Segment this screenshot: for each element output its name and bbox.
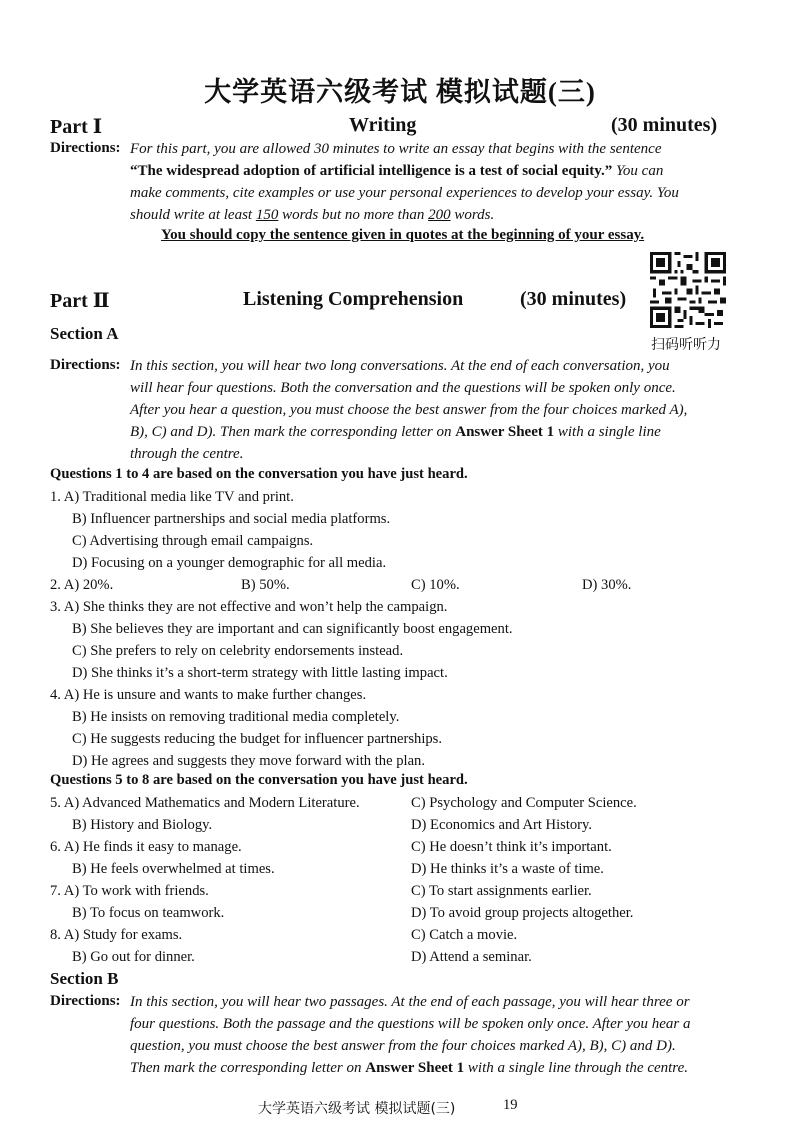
- q2-option-c: C) 10%.: [411, 577, 460, 593]
- page-title: 大学英语六级考试 模拟试题(三): [204, 77, 596, 107]
- sectionB-directions-line1: In this section, you will hear two passages. At the end of each passage, you will hear three or: [130, 994, 690, 1010]
- sectionB-directions-line4: Then mark the corresponding letter on Answer Sheet 1 with a single line through the centre.: [130, 1060, 688, 1076]
- q3-option-d: D) She thinks it’s a short-term strategy with little lasting impact.: [72, 665, 448, 681]
- q2-option-b: B) 50%.: [241, 577, 290, 593]
- sectionA-directions-label: Directions:: [50, 357, 121, 373]
- q1-option-d: D) Focusing on a younger demographic for all media.: [72, 555, 387, 571]
- part1-directions-line3: make comments, cite examples or use your personal experiences to develop your essay. You: [130, 185, 679, 201]
- sectionA-directions-line2: will hear four questions. Both the conversation and the questions will be spoken only once.: [130, 380, 676, 396]
- question-group-1-heading: Questions 1 to 4 are based on the conversation you have just heard.: [50, 466, 468, 482]
- q6-option-b: B) He feels overwhelmed at times.: [72, 861, 275, 877]
- q2-option-d: D) 30%.: [582, 577, 632, 593]
- sectionA-directions-line1: In this section, you will hear two long conversations. At the end of each conversation, you: [130, 358, 670, 374]
- answer-sheet-ref: Answer Sheet 1: [455, 424, 555, 440]
- part1-directions-label: Directions:: [50, 140, 121, 156]
- q5-option-d: D) Economics and Art History.: [411, 817, 593, 833]
- part1-heading: Writing: [349, 114, 417, 136]
- q4-option-b: B) He insists on removing traditional media completely.: [72, 709, 400, 725]
- q5-option-c: C) Psychology and Computer Science.: [411, 795, 637, 811]
- q6-option-c: C) He doesn’t think it’s important.: [411, 839, 612, 855]
- q3-option-c: C) She prefers to rely on celebrity endorsements instead.: [72, 643, 404, 659]
- q5-option-a: 5. A) Advanced Mathematics and Modern Literature.: [50, 795, 360, 811]
- q1-option-a: 1. A) Traditional media like TV and print.: [50, 489, 294, 505]
- q8-option-c: C) Catch a movie.: [411, 927, 518, 943]
- q6-option-a: 6. A) He finds it easy to manage.: [50, 839, 242, 855]
- part2-time: (30 minutes): [520, 288, 627, 310]
- q1-option-c: C) Advertising through email campaigns.: [72, 533, 314, 549]
- max-words: 200: [428, 207, 451, 223]
- q8-option-d: D) Attend a seminar.: [411, 949, 532, 965]
- q7-option-b: B) To focus on teamwork.: [72, 905, 225, 921]
- sectionB-directions-line3: question, you must choose the best answer from the four choices marked A), B), C) and D).: [130, 1038, 676, 1054]
- question-group-2-heading: Questions 5 to 8 are based on the conversation you have just heard.: [50, 772, 468, 788]
- q7-option-a: 7. A) To work with friends.: [50, 883, 209, 899]
- part1-time: (30 minutes): [611, 114, 718, 136]
- sectionB-directions-line2: four questions. Both the passage and the questions will be spoken only once. After you hear a: [130, 1016, 691, 1032]
- sectionA-directions-line4: B), C) and D). Then mark the corresponding letter on Answer Sheet 1 with a single line: [130, 424, 661, 440]
- answer-sheet-ref-b: Answer Sheet 1: [365, 1060, 465, 1076]
- page-number: 19: [503, 1097, 518, 1113]
- footer-text: 大学英语六级考试 模拟试题(三): [258, 1101, 456, 1117]
- sectionB-label: Section B: [50, 969, 119, 988]
- part1-directions-line2: “The widespread adoption of artificial intelligence is a test of social equity.” You can: [130, 163, 664, 179]
- q4-option-d: D) He agrees and suggests they move forward with the plan.: [72, 753, 425, 769]
- part2-label: Part Ⅱ: [50, 290, 110, 312]
- q7-option-c: C) To start assignments earlier.: [411, 883, 592, 899]
- q5-option-b: B) History and Biology.: [72, 817, 213, 833]
- qr-caption: 扫码听听力: [651, 337, 721, 353]
- essay-quote: “The widespread adoption of artificial intelligence is a test of social equity.”: [130, 163, 613, 179]
- part1-copy-note: You should copy the sentence given in quotes at the beginning of your essay.: [161, 227, 645, 243]
- qr-code-icon[interactable]: [650, 252, 726, 328]
- q3-option-a: 3. A) She thinks they are not effective and won’t help the campaign.: [50, 599, 448, 615]
- sectionA-label: Section A: [50, 324, 119, 343]
- q6-option-d: D) He thinks it’s a waste of time.: [411, 861, 604, 877]
- q4-option-a: 4. A) He is unsure and wants to make further changes.: [50, 687, 367, 703]
- part1-directions-line1: For this part, you are allowed 30 minutes to write an essay that begins with the sentence: [130, 141, 662, 157]
- sectionA-directions-line3: After you hear a question, you must choose the best answer from the four choices marked A),: [130, 402, 688, 418]
- q8-option-b: B) Go out for dinner.: [72, 949, 195, 965]
- part2-heading: Listening Comprehension: [243, 288, 464, 310]
- part1-label: Part Ⅰ: [50, 116, 103, 138]
- q8-option-a: 8. A) Study for exams.: [50, 927, 183, 943]
- sectionA-directions-line5: through the centre.: [130, 446, 244, 462]
- q2-option-a: 2. A) 20%.: [50, 577, 114, 593]
- q1-option-b: B) Influencer partnerships and social media platforms.: [72, 511, 391, 527]
- q7-option-d: D) To avoid group projects altogether.: [411, 905, 634, 921]
- min-words: 150: [255, 207, 279, 223]
- q3-option-b: B) She believes they are important and can significantly boost engagement.: [72, 621, 513, 637]
- q4-option-c: C) He suggests reducing the budget for influencer partnerships.: [72, 731, 443, 747]
- sectionB-directions-label: Directions:: [50, 993, 121, 1009]
- part1-directions-line4: should write at least 150 words but no more than 200 words.: [130, 207, 495, 223]
